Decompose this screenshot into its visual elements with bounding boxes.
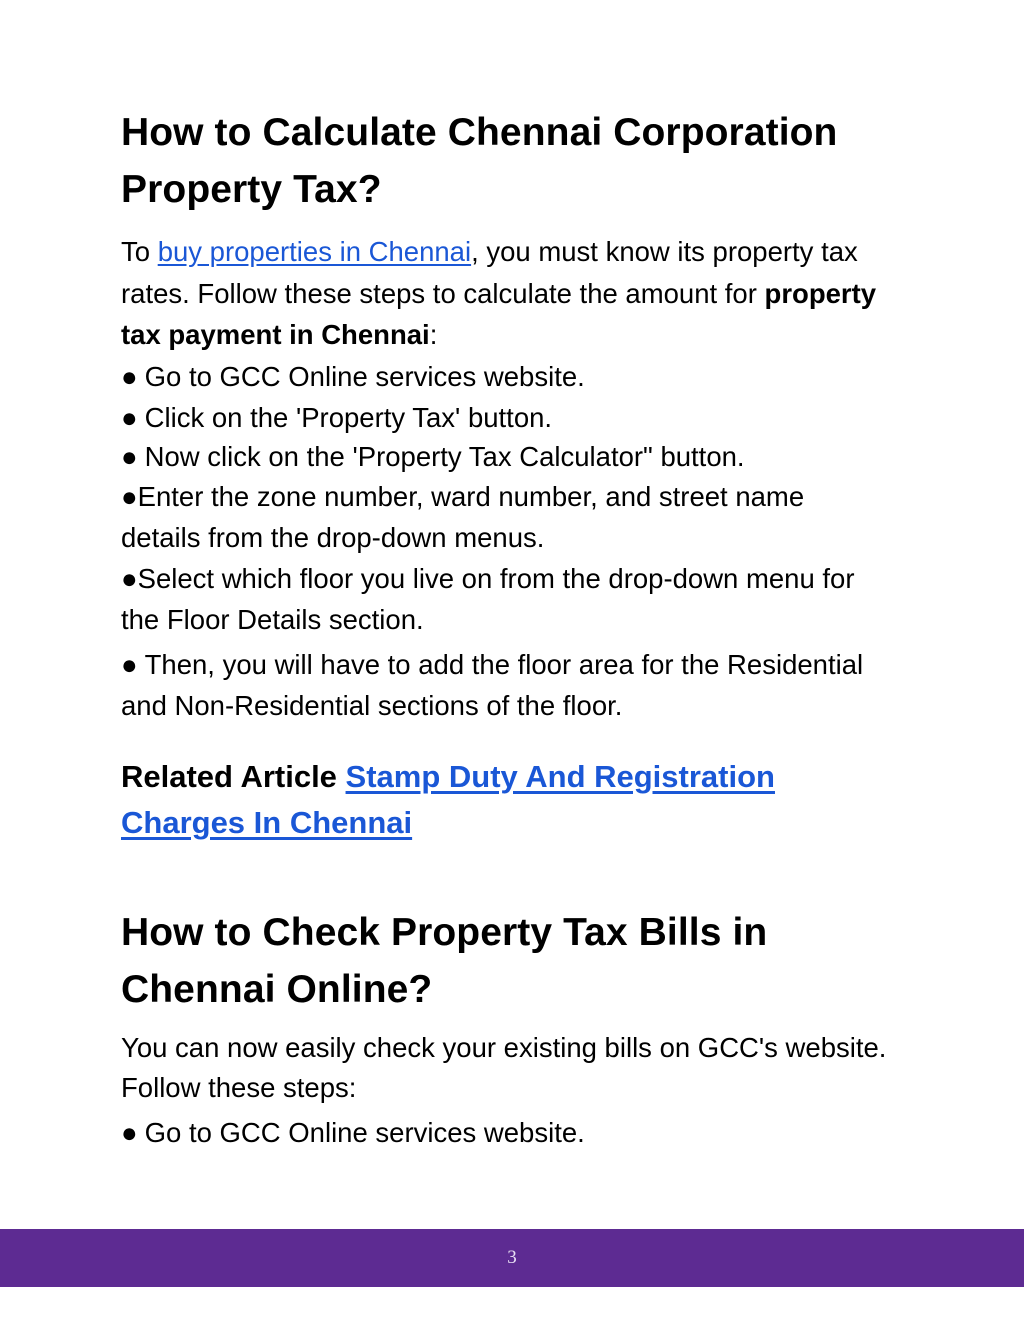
section-title-calculate: How to Calculate Chennai Corporation Property Tax? [121,111,838,211]
footer-band [0,1229,1024,1287]
list-item-text: Go to GCC Online services website. [144,1116,585,1148]
intro-bold-phrase: property tax payment in Chennai [121,277,877,350]
check-bills-steps-list [121,1112,891,1153]
bullet-icon: ● [121,401,138,433]
section-title-check-bills: How to Check Property Tax Bills in Chennai Online? [121,910,768,1011]
list-item-text: Now click on the 'Property Tax Calculator" button. [144,440,745,472]
list-item-text: Go to GCC Online services website. [144,360,585,392]
list-item [121,476,891,558]
list-item [121,397,891,438]
list-item [121,1112,891,1153]
related-article-link[interactable]: Stamp Duty And Registration Charges In Chennai [121,758,775,840]
page-number: 3 [507,1247,517,1268]
list-item-text: Select which floor you live on from the drop-down menu for the Floor Details section. [121,562,855,635]
bullet-icon: ● [121,440,138,472]
list-item [121,644,891,726]
list-item [121,558,891,640]
related-article-label: Related Article [121,758,346,794]
list-item-text: Then, you will have to add the floor area for the Residential and Non-Residential sections of the floor. [121,648,864,721]
related-article [121,754,891,846]
intro-prefix: To [121,236,158,267]
intro-suffix: : [429,319,438,350]
list-item [121,438,891,476]
calculate-steps-list [121,356,891,726]
bullet-icon: ● [121,648,138,680]
intro-mid: , you must know its property tax rates. Follow these steps to calculate the amount for [121,236,858,309]
bullet-icon: ● [121,480,138,512]
buy-properties-link[interactable]: buy properties in Chennai [157,236,472,267]
bullet-icon: ● [121,562,138,594]
intro-paragraph [121,231,891,356]
list-item-text: Click on the 'Property Tax' button. [144,401,553,433]
list-item [121,356,891,397]
check-bills-intro: You can now easily check your existing bills on GCC's website. Follow these steps: [121,1031,887,1103]
bullet-icon: ● [121,360,138,392]
list-item-text: Enter the zone number, ward number, and street name details from the drop-down menus. [121,480,805,553]
bullet-icon: ● [121,1116,138,1148]
page-content [121,104,891,1153]
